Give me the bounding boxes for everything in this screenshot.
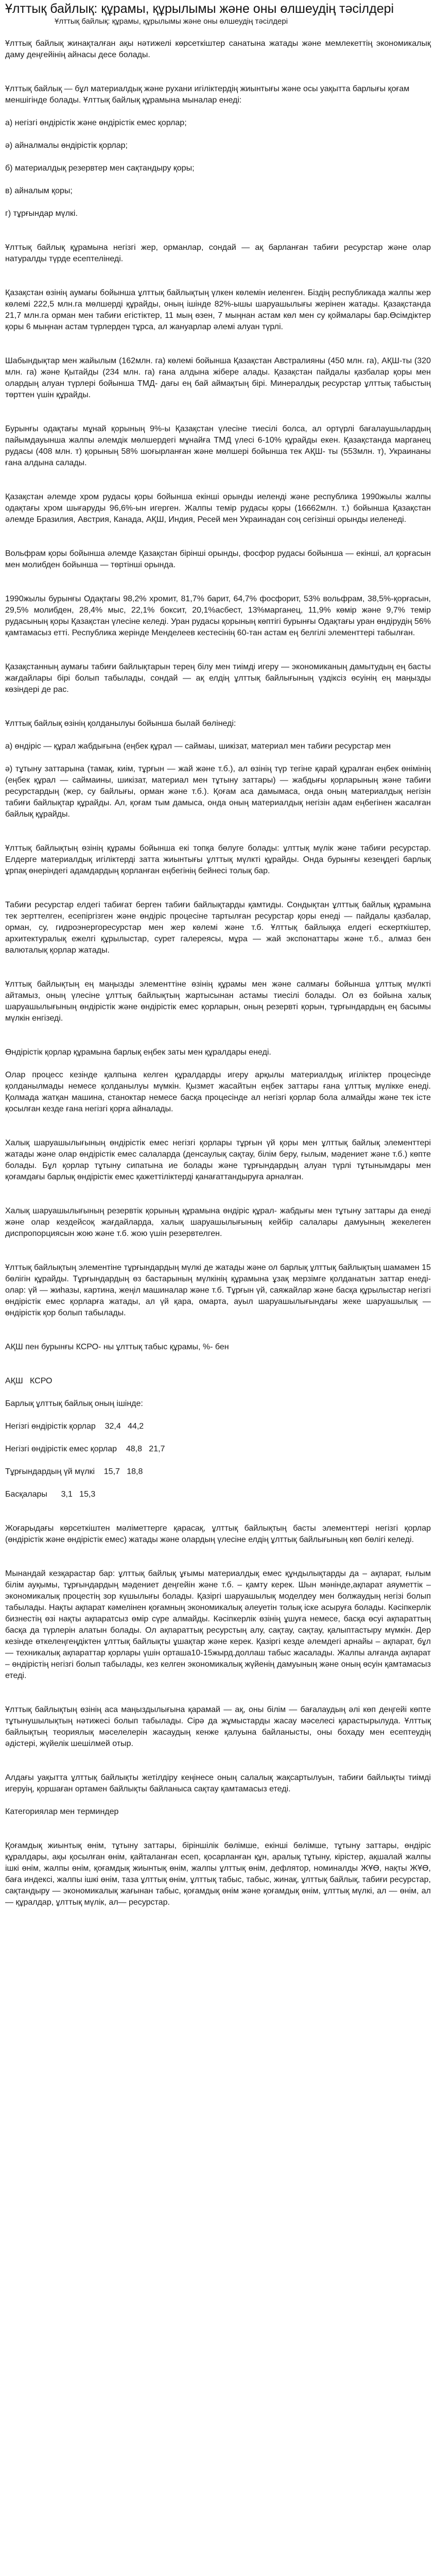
modern-views-paragraph: Мынандай кезқарастар бар: ұлттық байлық ұғымы материалдық емес құндылықтарды да – ақпарат, ғылым білім ауқымы, тұрғындардың мәдениет деңгейін және т.б. – қамту керек. Шын мәнінде,ақпарат аяуметтік – экономикалық процестің зор күшылығы болады. Қазіргі шаруашылық моделдеу мен болжаудың негізі болып табылады. Нақты ақпарат кәмелінен қоғамның экономикалық әлеуетін толық іске асыруға болады. Кәсіпкерлік бизнестің өзі нақты ақпаратсыз өмір сүре алмайды. Кәсіпкерлік өзінің ұшуға немесе, басқа өсуі ақпараттың басқа да түрлерін алатын болады. Ол ақпараттық ресурстың алу, сақтау, сақтау, қалыптастыру мүмкін. Дер кезінде өткелеңгеңдіктен ұлттық байлықты ұшақтар және керек. Қазіргі кезде әлемдегі арнайы – ақпарат, бұл — техникалық ақпараттар қорлары үшін орташа10-15жырд.доллаш табыс жасалады. Жалпы алғанда ақпарат – өндірістің негізгі болып табылады, кез келген экономикалық жүйенің дамуының және оның өсуін қамтамасыз етеді. [5,1569,431,1680]
household-paragraph: Ұлттық байлықтың элементіне тұрғындардың мүлкі де жатады және ол барлық ұлттық байлықтың шамамен 15 бөлігін құрайды. Тұрғындардың өз бастарының мүлкінің құрамына ұзақ мерзімге қолданатын заттар енеді- олар: үй — жиһазы, картина, жеңіл машиналар және т.б. Тұрғын үй, саяжайлар және басқа құрылыстар негізгі өндірістік емес қорларға жатады, ал үй қара, омарта, ауыл шаруашылығындағы жеке шаруашылық — өндірістік қор болып табылады. [5,1263,431,1317]
territory-paragraph: Қазақстанның аумағы табиғи байлықтарын терең білу мен тиімді игеру — экономиканың дамытудың ең басты жағдайлары бірі болып табылады, сондай — ақ елдің ұлттық байлығының үздіксіз өсуінің ең маңызды көзіндері де рас. [5,663,431,694]
list-item: г) тұрғындар мүлкі. [5,209,78,218]
usage-division-paragraph: Ұлттық байлық өзінің қолданылуы бойынша былай бөлінеді: [5,719,236,728]
year-1990-paragraph: 1990жылы бурынғы Одақтағы 98,2% хромит, 81,7% барит, 64,7% фосфорит, 53% вольфрам, 38,5%-қорғасын, 29,5% молибден, 28,4% мыс, 22,1% боксит, 20,1%асбест, 13%марганец, 11,9% көмір және 9,7% темір рудасының қоры Қазақстан үлесіне келеді. Уран рудасы қорының көптігі бурынғы Одақтағы уран өндірудің 56% қамтамасыз етті. Республика жерінде Менделеев кестесінің 60-тан астам ең белгілі элементтері табылған. [5,595,431,637]
after-table-paragraph: Жоғарыдағы көрсеткіштен мәліметтерге қарасақ, ұлттық байлықтың басты элементтері негізгі қорлар (өндірістік және өндірістік емес) жатады және олардың үлесіне елдің ұлттық байлығының көп бөлігі келеді. [5,1524,431,1544]
main-element-paragraph: Ұлттық байлықтың ең маңызды элементтіне өзінің құрамы мен және салмағы бойынша ұлттық мүлкті айтамыз, оның үлесіне ұлттық байлықтың жартысынан астамы тиесілі болады. Ол өз бойына халық шаруашылығының өндірістік және өндірістік емес қорларын, оның резервті қорын, тұрғындардың ең басымы мүлкін енгізеді. [5,980,431,1023]
table-row: Негізгі өндірістік емес қорлар 48,8 21,7 [5,1445,165,1453]
table-row: Негізгі өндірістік қорлар 32,4 44,2 [5,1422,144,1431]
usage-division-b: ә) тұтыну заттарына (тамақ, киім, тұрғын — жай және т.б.), ал өзінің түр тегіне қарай құралған еңбек өнімінің (еңбек құрал — саймаины, шикізат, материал мен тұтыну заттары) — жабдығы қорларының және табиғи ресурстардың (жер, су байлығы, орман және т.б.). Қоғам аса дамымаса, онда оның материалдық негізін табиғи байлықтар құрайды. Ал, қоғам тым дамыса, онда оның материалдық негізін адам еңбегінен жасалған байлық құрайды. [5,765,431,819]
reserve-paragraph: Халық шаруашылығының резервтік қорының құрамына өндіріс құрал- жабдығы мен тұтыну заттары да енеді және олар кездейсоқ жағдайларда, халық шаруашылығының кейбір салалары дамуының жекелеген диспропорциясын жою және т.б. жою үшін резервтелген. [5,1207,431,1238]
page-subtitle: Ұлттық байлық: құрамы, құрылымы және оны өлшеудің тәсілдері [55,17,288,26]
usage-division-a: а) өндіріс — құрал жабдығына (еңбек құрал — саймаы, шикізат, материал мен табиғи ресурстар мен [5,742,391,751]
circulation-paragraph: Олар процесс кезінде қалпына келген құралдарды игеру арқылы материалдық игіліктер процесінде қолданылмады немесе қолданылуы мүмкін. Қызмет жасайтын еңбек заттары ғана ұлттық мүлікке енеді. Қолмада жатқан машина, станоктар немесе басқа процесінде ал негізгі қорлар бола алмайды және тек істе қосылған кезде ғана негізгі қорға айналады. [5,1071,431,1113]
page-title: Ұлттық байлық: құрамы, құрылымы және оны өлшеудің тәсілдері [5,2,394,16]
chrome-paragraph: Қазақстан әлемде хром рудасы қоры бойынша екінші орынды иеленді және республика 1990жылы жалпы одақтағы хром шығаруды 96,6%-ын игерген. Жалпы темір рудасы қоры (16662млн. т.) бойынша Қазақстан әлемде Бразилия, Австрия, Канада, АҚШ, Индия, Ресей мен Украинадан соң сегізінші орынды иеленеді. [5,493,431,524]
table-caption: АҚШ пен бурынғы КСРО- ны ұлттық табыс құрамы, %- бен [5,1343,229,1351]
natural-resources-paragraph: Ұлттық байлық құрамына негізгі жер, орманлар, сондай — ақ барланған табиғи ресурстар және олар натуралды түрде есептелінеді. [5,243,431,263]
table-row: Тұрғындардың үй мүлкі 15,7 18,8 [5,1467,143,1476]
wealth-components-list [5,117,431,219]
list-item: б) материалдық резервтер мен сақтандыру қоры; [5,164,195,173]
pastures-paragraph: Шабындықтар мен жайылым (162млн. га) көлемі бойынша Қазақстан Австралияны (450 млн. га), АҚШ-ты (320 млн. га) және Қытайды (234 млн. га) ғана алдына жібере алады. Қазақстан пайдалы қазбалар қоры мен олардың алуан түрлері бойынша ТМД- дағы ең бай аймақтың бірі. Минералдық ресурстар ұлттық табыстың төрттен үшін құрайды. [5,357,431,399]
definition-paragraph: Ұлттық байлық — бұл материалдық және рухани игіліктердің жиынтығы және осы уақытта барлығы қоғам меншігінде болады. Ұлттық байлық құрамына мыналар енеді: [5,84,410,105]
wolfram-paragraph: Вольфрам қоры бойынша әлемде Қазақстан бірінші орынды, фосфор рудасы бойынша — екінші, ал қорғасын мен молибден бойынша — төртінші орында. [5,549,431,569]
kazakhstan-resources-paragraph: Қазақстан өзінің аумағы бойынша ұлттық байлықтың үлкен көлемін иеленген. Біздің республикада жалпы жер көлемі 222,5 млн.га мөлшерді құрайды, оның ішінде 82%-ышы шаруашылығы жерінен жатады. Қазақстанда 21,7 млн.га орман мен табиғи егістіктер, 11 мың өзен, 7 мыңнан астам көл мен су қоймалары бар.Өсімдіктер қоры 6 мыңнан астам түрлерден тұрса, ал жануарлар әлемі алуан түрлі. [5,289,431,331]
table-row-title: Барлық ұлттық байлық оның ішінде: [5,1399,143,1408]
wealth-structure-table [5,1376,431,1500]
table-row: Басқалары 3,1 15,3 [5,1490,96,1499]
oil-reserves-paragraph: Бурынғы одақтағы мұнай қорының 9%-ы Қазақстан үлесіне тиесілі болса, ал ортүрлі бағалаушылардың пайымдауынша жалпы әлемдік мөлшердегі мұнайға ТМД үлесі 6-10% құрайды екен. Қазақстанда марганец рудасы (408 млн. т) қорының 58% шоғырланған және мөлшері бойынша тек АҚШ- ты (553млн. т), Украинаны ғана алдына салады. [5,425,431,467]
final-paragraph: Алдағы уақытта ұлттық байлықты жетілдіру кеңінесе оның салалық жақсартылуын, табиғи байлықты тиімді игеруің, қоршаған ортамен байлықты байланыса сақтау қамтамасыз етеді. [5,1773,431,1793]
list-item: в) айналым қоры; [5,187,73,195]
list-item: ә) айналмалы өндірістік қорлар; [5,141,128,150]
wealth-valuation-paragraph: Ұлттық байлықтың өзінің аса маңыздылығына қарамай — ақ, оны білім — бағалаудың әлі көп деңгейі көпте тұтынушылықтың нәтижесі болып табылады. Сірә да жұмыстарды жасау мәселесі қарастырылуда. Ұлттық байлықтың теориялық мәселелерін жасаудың кенже қалуына байланысты, оны бохаду мен есептеудің әдістері, жүйелік шешілмей отыр. [5,1705,431,1748]
nonproduction-paragraph: Халық шаруашылығының өндірістік емес негізгі қорлары тұрғын үй қоры мен ұлттық байлық элементтері жатады және олар өндірістік емес салаларда (денсаулық сақтау, білім беру, ғылым, мәдениет және т.б.) көпте болады. Бұл қорлар тұтыну сипатына ие болады және тұрғындардың алуан түрлі тұтынымдары мен қоғамдағы барлық өндірістік емес қажеттіліктерді қанағаттандыруға арналған. [5,1139,431,1181]
section-heading: Категориялар мен терминдер [5,1807,119,1816]
categories-paragraph: Қоғамдық жиынтық өнім, тұтыну заттары, біріншілік бөлімше, екінші бөлімше, тұтыну заттары, өндіріс құралдары, ақы қосылған өнім, қайталанған есеп, қосарланған құн, аралық тұтыну, кірістер, ақшалай жалпы ішкі өнім, жалпы өнім, қоғамдық жиынтық өнім, жалпы ұлттық өнім, дефлятор, номиналды ЖҰӨ, нақты ЖҰӨ, баға индексі, жалпы ішкі өнім, таза ұлттық өнім, ұлттық табыс, табыс, жинақ, ұлттық байлық, табиғи ресурстар, сақтандыру — экономикалық жағынан табыс, қоғамдық өнім және қоғамдық өнім, ұлттық мүлкі, ал — өнім, ал — құралдар, ұлттық мүлік, ал— ресурстар. [5,1841,431,1907]
table-header: АҚШ КСРО [5,1377,53,1385]
natural-resources-paragraph-2: Табиғи ресурстар елдегі табиғат берген табиғи байлықтарды қамтиды. Сондықтан ұлттық байлық құрамына тек зерттелген, есепіргізген және өндіріс процесіне тартылған ресурстар қоры енеді — пайдалы қазбалар, орман, су, гидроэнергоресурстар мен жер көлемі және т.б. Ұлттық байлыққа елдегі ескерткіштер, архитектуралық ежелгі құрылыстар, сурет галереясы, мұра — жай экспонаттары және т.б., алмаз бен валюталық қорлар жатады. [5,901,431,955]
intro-paragraph: Ұлттық байлық жинақталған ақы нәтижелі көрсеткіштер санатына жатады және мемлекеттің экономикалық даму деңгейінің айнасы десе болады. [5,39,431,59]
industrial-funds-paragraph: Өндірістік қорлар құрамына барлық еңбек заты мен құралдары енеді. [5,1048,271,1057]
list-item: a) негізгі өндірістік және өндірістік емес қорлар; [5,118,187,127]
property-paragraph: Ұлттық байлықтың өзінің құрамы бойынша екі топқа бөлуге болады: ұлттық мүлік және табиғи ресурстар. Елдерге материалдық игіліктерді затта жиынтығы ұлттық мүлкті құрайды. Онда бурынғы кезеңдегі барлық ұрпақ өнеріндегі адамдардың қорланған еңбегінің бейнесі толық бар. [5,844,431,875]
